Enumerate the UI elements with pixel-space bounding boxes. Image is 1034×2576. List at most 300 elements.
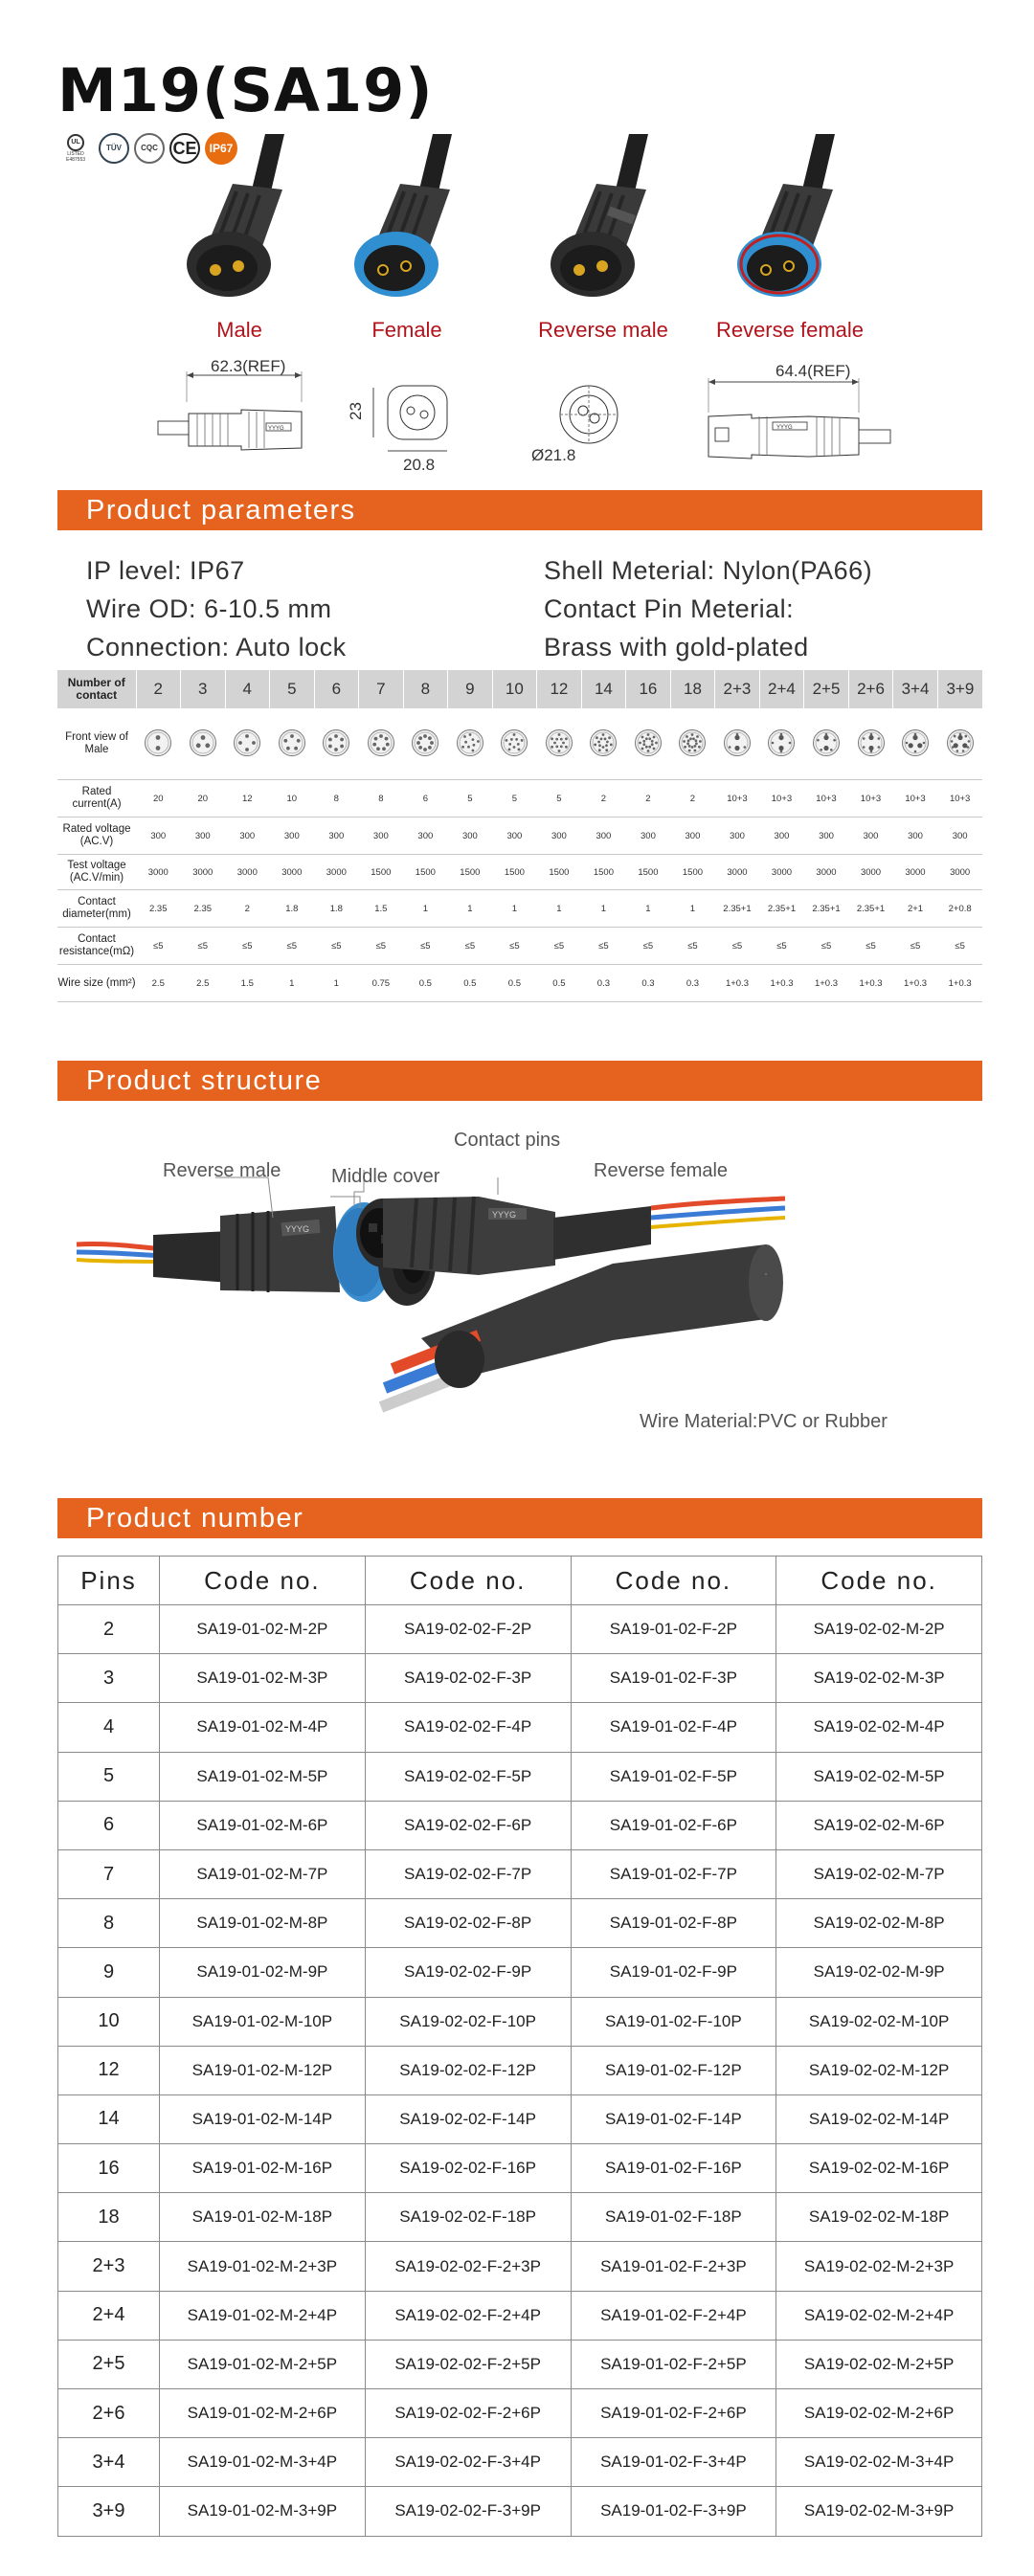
spec-cell: 3000 — [759, 855, 804, 890]
code-cell: SA19-02-02-F-2+5P — [365, 2340, 571, 2388]
spec-cell: 300 — [314, 818, 359, 855]
spec-column-header: 3+4 — [893, 670, 938, 708]
spec-column-header: 2 — [136, 670, 181, 708]
spec-row-label: Contact resistance(mΩ) — [57, 928, 136, 965]
spec-header-row — [57, 670, 982, 708]
spec-cell: 5 — [492, 780, 537, 818]
spec-cell: ≤5 — [448, 928, 493, 965]
code-cell: SA19-01-02-M-3+9P — [160, 2487, 366, 2536]
code-cell: SA19-01-02-F-3+4P — [571, 2438, 776, 2487]
spec-row — [57, 855, 982, 890]
spec-cell: 1+0.3 — [804, 965, 849, 1002]
code-cell: SA19-01-02-M-10P — [160, 1997, 366, 2046]
spec-cell: 8 — [314, 780, 359, 818]
spec-column-header: 16 — [626, 670, 671, 708]
female-length-text: 64.4(REF) — [776, 362, 851, 380]
code-row — [58, 1605, 982, 1654]
code-cell: SA19-01-02-M-4P — [160, 1703, 366, 1752]
spec-cell: 2.35 — [136, 890, 181, 928]
spec-cell: 3000 — [937, 855, 982, 890]
spec-cell: 2+1 — [893, 890, 938, 928]
spec-row-label: Contact diameter(mm) — [57, 890, 136, 928]
spec-cell: 1500 — [403, 855, 448, 890]
spec-cell: 3000 — [314, 855, 359, 890]
code-no-header: Code no. — [160, 1557, 366, 1605]
spec-cell: 2.35 — [181, 890, 226, 928]
spec-cell: 300 — [537, 818, 582, 855]
spec-cell: 0.5 — [403, 965, 448, 1002]
pin-layout-icon — [759, 708, 804, 780]
spec-cell: 1+0.3 — [715, 965, 760, 1002]
label-wire-material: Wire Material:PVC or Rubber — [640, 1411, 888, 1432]
spec-column-header: 5 — [270, 670, 315, 708]
spec-cell: 1 — [270, 965, 315, 1002]
svg-text:Ø21.8: Ø21.8 — [531, 446, 576, 464]
spec-cell: 0.5 — [492, 965, 537, 1002]
code-cell: SA19-02-02-M-2+4P — [776, 2291, 982, 2340]
code-cell: SA19-02-02-M-7P — [776, 1849, 982, 1898]
pin-layout-icon — [581, 708, 626, 780]
section-product-number: Product number — [57, 1498, 982, 1538]
structure-illustration — [77, 1139, 957, 1455]
code-cell: SA19-01-02-M-9P — [160, 1948, 366, 1997]
param-wire-od: Wire OD: 6-10.5 mm — [86, 594, 332, 623]
code-row — [58, 2291, 982, 2340]
code-cell: SA19-01-02-F-10P — [571, 1997, 776, 2046]
pin-count-cell: 14 — [58, 2094, 160, 2143]
code-cell: SA19-02-02-F-10P — [365, 1997, 571, 2046]
spec-cell: 1500 — [448, 855, 493, 890]
code-no-header: Code no. — [365, 1557, 571, 1605]
spec-cell: 300 — [804, 818, 849, 855]
code-cell: SA19-01-02-F-8P — [571, 1899, 776, 1948]
spec-cell: 1 — [626, 890, 671, 928]
code-cell: SA19-01-02-F-5P — [571, 1752, 776, 1801]
code-cell: SA19-02-02-F-3+4P — [365, 2438, 571, 2487]
spec-cell: 1 — [581, 890, 626, 928]
pin-count-cell: 12 — [58, 2046, 160, 2094]
spec-column-header: 2+3 — [715, 670, 760, 708]
ce-icon: CE — [169, 133, 200, 164]
spec-cell: 3000 — [270, 855, 315, 890]
code-row — [58, 2438, 982, 2487]
spec-column-header: 10 — [492, 670, 537, 708]
spec-cell: 1.5 — [359, 890, 404, 928]
spec-cell: 1500 — [670, 855, 715, 890]
spec-column-header: 18 — [670, 670, 715, 708]
code-row — [58, 1899, 982, 1948]
spec-row-label: Rated voltage (AC.V) — [57, 818, 136, 855]
label-reverse-female: Reverse female — [594, 1160, 729, 1181]
spec-cell: 2 — [581, 780, 626, 818]
spec-cell: 1 — [448, 890, 493, 928]
spec-cell: 10+3 — [937, 780, 982, 818]
code-cell: SA19-01-02-F-2+3P — [571, 2242, 776, 2291]
spec-cell: 0.3 — [670, 965, 715, 1002]
code-cell: SA19-02-02-F-6P — [365, 1801, 571, 1849]
pin-count-cell: 8 — [58, 1899, 160, 1948]
code-cell: SA19-01-02-F-3+9P — [571, 2487, 776, 2536]
spec-column-header: 2+6 — [848, 670, 893, 708]
param-connection: Connection: Auto lock — [86, 633, 347, 661]
code-cell: SA19-01-02-M-7P — [160, 1849, 366, 1898]
spec-cell: 1+0.3 — [893, 965, 938, 1002]
code-cell: SA19-01-02-F-16P — [571, 2144, 776, 2193]
code-cell: SA19-01-02-M-2+3P — [160, 2242, 366, 2291]
code-no-header: Code no. — [776, 1557, 982, 1605]
code-cell: SA19-01-02-F-18P — [571, 2193, 776, 2242]
code-row — [58, 2046, 982, 2094]
spec-cell: ≤5 — [937, 928, 982, 965]
pin-layout-icon — [492, 708, 537, 780]
product-reverse-female — [699, 134, 881, 354]
code-cell: SA19-02-02-M-3+9P — [776, 2487, 982, 2536]
spec-column-header: 3+9 — [937, 670, 982, 708]
spec-cell: 10+3 — [804, 780, 849, 818]
pin-count-cell: 18 — [58, 2193, 160, 2242]
pin-layout-icon — [181, 708, 226, 780]
ul-icon: UL LISTED E487553 — [57, 136, 94, 161]
spec-cell: 3000 — [804, 855, 849, 890]
spec-cell: ≤5 — [537, 928, 582, 965]
code-row — [58, 1997, 982, 2046]
svg-text:YYYG: YYYG — [776, 425, 793, 431]
code-cell: SA19-01-02-M-3+4P — [160, 2438, 366, 2487]
spec-row — [57, 818, 982, 855]
code-cell: SA19-02-02-M-18P — [776, 2193, 982, 2242]
code-cell: SA19-01-02-M-2P — [160, 1605, 366, 1654]
code-row — [58, 1849, 982, 1898]
pin-layout-icon — [403, 708, 448, 780]
spec-table — [57, 670, 982, 1002]
svg-text:YYYG: YYYG — [492, 1210, 517, 1220]
product-female-label: Female — [371, 318, 442, 342]
product-female-photo — [316, 134, 498, 316]
spec-cell: 2.35+1 — [759, 890, 804, 928]
code-cell: SA19-02-02-F-4P — [365, 1703, 571, 1752]
male-length-text: 62.3(REF) — [211, 357, 286, 375]
spec-row — [57, 928, 982, 965]
pin-count-cell: 6 — [58, 1801, 160, 1849]
spec-cell: 3000 — [715, 855, 760, 890]
pin-layout-icon — [893, 708, 938, 780]
code-cell: SA19-02-02-F-2+6P — [365, 2389, 571, 2438]
code-row — [58, 1654, 982, 1703]
code-cell: SA19-02-02-M-2+3P — [776, 2242, 982, 2291]
spec-cell: 1+0.3 — [937, 965, 982, 1002]
spec-cell: 1.8 — [270, 890, 315, 928]
spec-row-label: Front view of Male — [57, 708, 136, 780]
spec-header-label: Number of contact — [57, 670, 136, 708]
code-cell: SA19-02-02-F-2+3P — [365, 2242, 571, 2291]
spec-cell: 300 — [893, 818, 938, 855]
code-cell: SA19-01-02-M-16P — [160, 2144, 366, 2193]
diameter-drawing — [522, 378, 627, 464]
pin-count-cell: 2+4 — [58, 2291, 160, 2340]
code-cell: SA19-02-02-M-9P — [776, 1948, 982, 1997]
pin-layout-icon — [270, 708, 315, 780]
section-product-structure: Product structure — [57, 1061, 982, 1101]
pin-count-cell: 3+4 — [58, 2438, 160, 2487]
pin-layout-icon — [670, 708, 715, 780]
spec-cell: ≤5 — [759, 928, 804, 965]
spec-cell: 1 — [403, 890, 448, 928]
spec-cell: ≤5 — [225, 928, 270, 965]
code-row — [58, 1801, 982, 1849]
spec-cell: 8 — [359, 780, 404, 818]
code-cell: SA19-02-02-F-5P — [365, 1752, 571, 1801]
code-cell: SA19-01-02-F-2+6P — [571, 2389, 776, 2438]
code-cell: SA19-01-02-M-14P — [160, 2094, 366, 2143]
spec-cell: 10+3 — [848, 780, 893, 818]
spec-cell: ≤5 — [314, 928, 359, 965]
product-reverse-male — [512, 134, 694, 354]
tuv-icon: TÜV — [99, 133, 129, 164]
pin-layout-icon — [537, 708, 582, 780]
code-row — [58, 2144, 982, 2193]
code-cell: SA19-02-02-M-2P — [776, 1605, 982, 1654]
spec-cell: 3000 — [136, 855, 181, 890]
code-row — [58, 1703, 982, 1752]
product-reverse-male-label: Reverse male — [538, 318, 668, 342]
spec-cell: ≤5 — [804, 928, 849, 965]
pin-count-cell: 5 — [58, 1752, 160, 1801]
code-header-row — [58, 1557, 982, 1605]
spec-cell: 300 — [581, 818, 626, 855]
spec-cell: 1+0.3 — [848, 965, 893, 1002]
page-title: M19(SA19) — [57, 56, 434, 125]
spec-cell: 1 — [492, 890, 537, 928]
svg-text:20.8: 20.8 — [403, 456, 436, 474]
code-cell: SA19-01-02-M-2+5P — [160, 2340, 366, 2388]
spec-cell: 10+3 — [759, 780, 804, 818]
pin-count-cell: 3+9 — [58, 2487, 160, 2536]
product-female — [316, 134, 498, 354]
spec-cell: 2 — [670, 780, 715, 818]
spec-cell: 3000 — [181, 855, 226, 890]
code-cell: SA19-01-02-M-8P — [160, 1899, 366, 1948]
pin-layout-icon — [136, 708, 181, 780]
pin-count-cell: 9 — [58, 1948, 160, 1997]
spec-cell: 3000 — [225, 855, 270, 890]
code-cell: SA19-02-02-M-5P — [776, 1752, 982, 1801]
code-cell: SA19-02-02-M-4P — [776, 1703, 982, 1752]
spec-column-header: 9 — [448, 670, 493, 708]
spec-row — [57, 890, 982, 928]
code-cell: SA19-02-02-F-18P — [365, 2193, 571, 2242]
spec-column-header: 3 — [181, 670, 226, 708]
code-cell: SA19-01-02-F-7P — [571, 1849, 776, 1898]
pin-layout-icon — [848, 708, 893, 780]
spec-cell: 300 — [448, 818, 493, 855]
spec-cell: 12 — [225, 780, 270, 818]
code-row — [58, 2094, 982, 2143]
code-cell: SA19-01-02-F-14P — [571, 2094, 776, 2143]
spec-cell: 2.35+1 — [715, 890, 760, 928]
spec-cell: 300 — [403, 818, 448, 855]
code-cell: SA19-02-02-M-10P — [776, 1997, 982, 2046]
spec-cell: 2.35+1 — [848, 890, 893, 928]
code-cell: SA19-02-02-M-8P — [776, 1899, 982, 1948]
parameters-left — [86, 551, 347, 666]
code-cell: SA19-01-02-F-3P — [571, 1654, 776, 1703]
spec-cell: 2.35+1 — [804, 890, 849, 928]
spec-cell: 300 — [848, 818, 893, 855]
code-row — [58, 2242, 982, 2291]
param-ip-level: IP level: IP67 — [86, 556, 245, 585]
spec-cell: 0.5 — [537, 965, 582, 1002]
spec-cell: 3000 — [848, 855, 893, 890]
pin-count-cell: 3 — [58, 1654, 160, 1703]
spec-cell: 300 — [759, 818, 804, 855]
code-row — [58, 2487, 982, 2536]
code-cell: SA19-01-02-M-3P — [160, 1654, 366, 1703]
pin-layout-icon — [715, 708, 760, 780]
parameters-right — [544, 551, 872, 666]
pin-count-cell: 10 — [58, 1997, 160, 2046]
spec-cell: 300 — [670, 818, 715, 855]
code-cell: SA19-01-02-F-12P — [571, 2046, 776, 2094]
pin-count-cell: 2 — [58, 1605, 160, 1654]
spec-row-label: Rated current(A) — [57, 780, 136, 818]
male-dimension-drawing — [153, 357, 335, 469]
code-cell: SA19-02-02-M-12P — [776, 2046, 982, 2094]
pin-layout-icon — [804, 708, 849, 780]
code-cell: SA19-01-02-M-6P — [160, 1801, 366, 1849]
spec-cell: 300 — [136, 818, 181, 855]
spec-cell: ≤5 — [626, 928, 671, 965]
code-cell: SA19-02-02-M-2+5P — [776, 2340, 982, 2388]
code-cell: SA19-02-02-F-3+9P — [365, 2487, 571, 2536]
code-cell: SA19-02-02-F-8P — [365, 1899, 571, 1948]
code-cell: SA19-01-02-M-2+4P — [160, 2291, 366, 2340]
code-cell: SA19-02-02-M-16P — [776, 2144, 982, 2193]
code-cell: SA19-02-02-M-3+4P — [776, 2438, 982, 2487]
code-cell: SA19-02-02-F-16P — [365, 2144, 571, 2193]
spec-cell: 1500 — [359, 855, 404, 890]
spec-column-header: 7 — [359, 670, 404, 708]
code-cell: SA19-01-02-F-2P — [571, 1605, 776, 1654]
spec-cell: ≤5 — [581, 928, 626, 965]
code-cell: SA19-02-02-F-12P — [365, 2046, 571, 2094]
spec-cell: 1500 — [492, 855, 537, 890]
spec-column-header: 14 — [581, 670, 626, 708]
spec-cell: 2 — [626, 780, 671, 818]
code-table — [57, 1556, 982, 2537]
spec-cell: 5 — [537, 780, 582, 818]
code-cell: SA19-02-02-F-3P — [365, 1654, 571, 1703]
code-cell: SA19-02-02-M-14P — [776, 2094, 982, 2143]
female-dimension-drawing — [694, 359, 895, 469]
spec-cell: 10+3 — [715, 780, 760, 818]
spec-cell: 300 — [937, 818, 982, 855]
spec-column-header: 4 — [225, 670, 270, 708]
pin-count-cell: 4 — [58, 1703, 160, 1752]
spec-cell: 2 — [225, 890, 270, 928]
code-cell: SA19-02-02-F-9P — [365, 1948, 571, 1997]
spec-front-view-row — [57, 708, 982, 780]
spec-cell: 300 — [225, 818, 270, 855]
code-cell: SA19-02-02-F-2P — [365, 1605, 571, 1654]
pin-layout-icon — [448, 708, 493, 780]
spec-cell: ≤5 — [136, 928, 181, 965]
spec-cell: ≤5 — [893, 928, 938, 965]
spec-cell: 300 — [626, 818, 671, 855]
product-male-photo — [148, 134, 330, 316]
param-shell-material: Shell Meterial: Nylon(PA66) — [544, 556, 873, 585]
pin-count-cell: 2+6 — [58, 2389, 160, 2438]
section-product-parameters: Product parameters — [57, 490, 982, 530]
pin-count-cell: 2+3 — [58, 2242, 160, 2291]
spec-cell: 0.75 — [359, 965, 404, 1002]
pin-layout-icon — [626, 708, 671, 780]
code-cell: SA19-01-02-M-18P — [160, 2193, 366, 2242]
spec-cell: 300 — [270, 818, 315, 855]
code-cell: SA19-01-02-M-5P — [160, 1752, 366, 1801]
spec-cell: 6 — [403, 780, 448, 818]
param-contact-pin-material: Contact Pin Meterial: — [544, 594, 795, 623]
spec-cell: 2+0.8 — [937, 890, 982, 928]
code-cell: SA19-02-02-F-7P — [365, 1849, 571, 1898]
structure-diagram — [77, 1130, 957, 1455]
spec-cell: 3000 — [893, 855, 938, 890]
spec-cell: 20 — [136, 780, 181, 818]
spec-cell: ≤5 — [670, 928, 715, 965]
spec-cell: 20 — [181, 780, 226, 818]
code-cell: SA19-01-02-F-2+5P — [571, 2340, 776, 2388]
code-cell: SA19-02-02-F-14P — [365, 2094, 571, 2143]
product-reverse-female-label: Reverse female — [715, 318, 865, 342]
spec-cell: 0.5 — [448, 965, 493, 1002]
param-contact-pin-material-value: Brass with gold-plated — [544, 633, 809, 661]
spec-cell: 1.8 — [314, 890, 359, 928]
code-row — [58, 2193, 982, 2242]
spec-row-label: Wire size (mm²) — [57, 965, 136, 1002]
code-cell: SA19-01-02-F-9P — [571, 1948, 776, 1997]
spec-cell: 2.5 — [136, 965, 181, 1002]
label-middle-cover: Middle cover — [331, 1166, 440, 1187]
product-reverse-male-photo — [512, 134, 694, 316]
pin-layout-icon — [314, 708, 359, 780]
ip67-icon: IP67 — [205, 132, 237, 165]
spec-cell: 10 — [270, 780, 315, 818]
pin-layout-icon — [937, 708, 982, 780]
spec-column-header: 6 — [314, 670, 359, 708]
spec-cell: ≤5 — [848, 928, 893, 965]
spec-cell: 1 — [314, 965, 359, 1002]
spec-row — [57, 780, 982, 818]
spec-cell: 1500 — [626, 855, 671, 890]
spec-cell: 1500 — [537, 855, 582, 890]
spec-column-header: 12 — [537, 670, 582, 708]
spec-cell: ≤5 — [181, 928, 226, 965]
label-reverse-male: Reverse male — [163, 1160, 281, 1181]
spec-cell: ≤5 — [270, 928, 315, 965]
spec-cell: ≤5 — [715, 928, 760, 965]
spec-column-header: 8 — [403, 670, 448, 708]
spec-cell: 10+3 — [893, 780, 938, 818]
spec-cell: 1+0.3 — [759, 965, 804, 1002]
pin-count-cell: 16 — [58, 2144, 160, 2193]
code-cell: SA19-01-02-M-2+6P — [160, 2389, 366, 2438]
code-cell: SA19-02-02-F-2+4P — [365, 2291, 571, 2340]
spec-cell: 300 — [359, 818, 404, 855]
pin-count-cell: 7 — [58, 1849, 160, 1898]
spec-cell: 1 — [670, 890, 715, 928]
spec-row — [57, 965, 982, 1002]
spec-column-header: 2+5 — [804, 670, 849, 708]
spec-cell: ≤5 — [403, 928, 448, 965]
